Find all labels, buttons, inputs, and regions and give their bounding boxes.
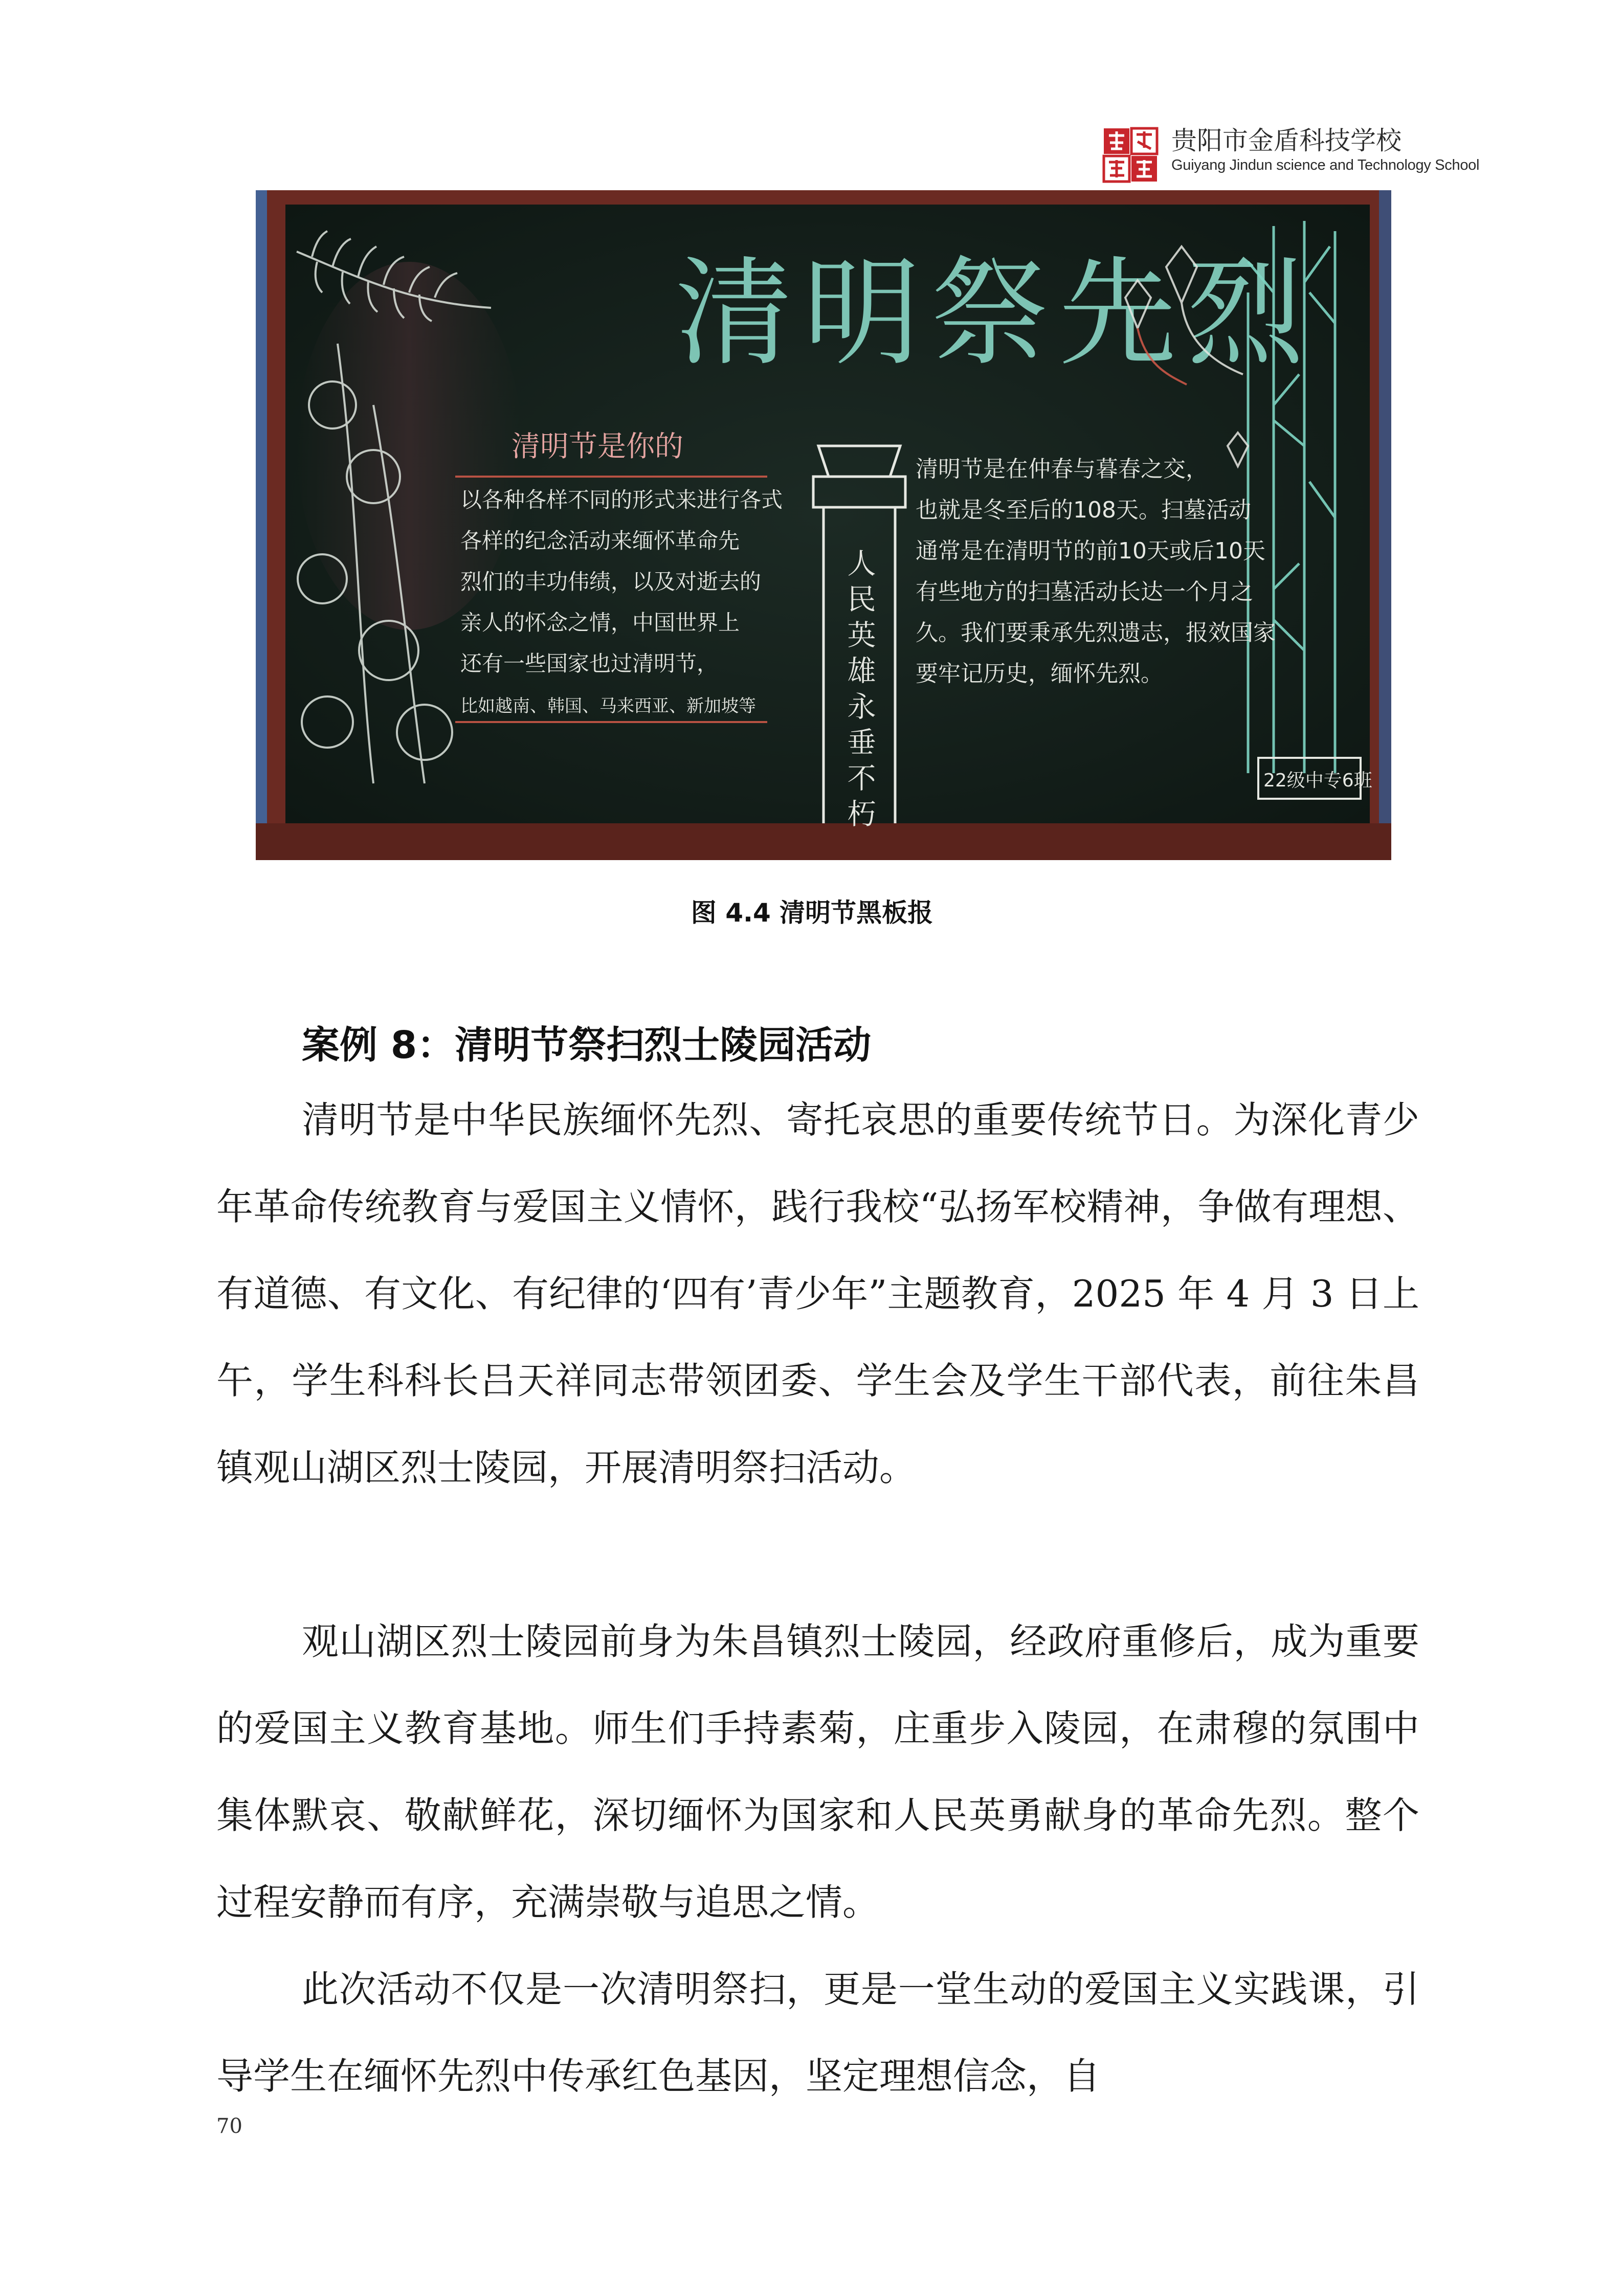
school-name-cn: 贵阳市金盾科技学校 xyxy=(1171,126,1401,155)
right-line-3: 通常是在清明节的前10天或后10天 xyxy=(916,538,1265,564)
left-line-5: 还有一些国家也过清明节， xyxy=(460,651,719,676)
case-body-2 xyxy=(216,1598,1419,1946)
paragraph-3: 此次活动不仅是一次清明祭扫，更是一堂生动的爱国主义实践课，引导学生在缅怀先烈中传承红色基因，坚定理想信念，自 xyxy=(216,1968,1419,2098)
class-label: 22级中专6班 xyxy=(1263,770,1372,791)
school-seal-logo-icon xyxy=(1100,124,1161,186)
left-line-2: 各样的纪念活动来缅怀革命先 xyxy=(460,528,740,553)
left-line-6: 比如越南、韩国、马来西亚、新加坡等 xyxy=(460,696,756,716)
right-line-1: 清明节是在仲春与暮春之交， xyxy=(916,456,1208,482)
page-number: 70 xyxy=(216,2114,242,2138)
case-body xyxy=(216,1076,1419,1511)
figure-caption: 图 4.4 清明节黑板报 xyxy=(691,898,933,928)
paragraph-1: 清明节是中华民族缅怀先烈、寄托哀思的重要传统节日。为深化青少年革命传统教育与爱国主义情怀，践行我校“弘扬军校精神，争做有理想、有道德、有文化、有纪律的‘四有’青少年”主题教育，2025 年 4 月 3 日上午，学生科科长吕天祥同志带领团委、学生会及学生干部代表，前往朱昌镇观山湖区烈士陵园，开展清明祭扫活动。 xyxy=(216,1098,1419,1489)
board-title: 清明祭先烈 xyxy=(675,245,1315,382)
case-title: 案例 8：清明节祭扫烈士陵园活动 xyxy=(302,1023,872,1067)
monument-text: 人民英雄永垂不朽 xyxy=(842,548,876,835)
school-name-en: Guiyang Jindun science and Technology School xyxy=(1171,157,1480,173)
page-header xyxy=(1100,115,1480,197)
right-line-6: 要牢记历史，缅怀先烈。 xyxy=(916,661,1163,687)
left-line-4: 亲人的怀念之情，中国世界上 xyxy=(460,610,740,635)
right-line-4: 有些地方的扫墓活动长达一个月之 xyxy=(916,579,1253,605)
left-line-1: 以各种各样不同的形式来进行各式 xyxy=(460,487,783,512)
right-line-5: 久。我们要秉承先烈遗志，报效国家 xyxy=(916,620,1276,646)
left-heading: 清明节是你的 xyxy=(511,430,683,463)
blackboard-photo xyxy=(256,190,1391,860)
left-line-3: 烈们的丰功伟绩，以及对逝去的 xyxy=(460,569,762,594)
paragraph-2: 观山湖区烈士陵园前身为朱昌镇烈士陵园，经政府重修后，成为重要的爱国主义教育基地。师生们手持素菊，庄重步入陵园，在肃穆的氛围中集体默哀、敬献鲜花，深切缅怀为国家和人民英勇献身的革命先烈。整个过程安静而有序，充满崇敬与追思之情。 xyxy=(216,1620,1419,1924)
right-line-2: 也就是冬至后的108天。扫墓活动 xyxy=(916,497,1251,523)
case-body-3 xyxy=(216,1946,1419,2120)
